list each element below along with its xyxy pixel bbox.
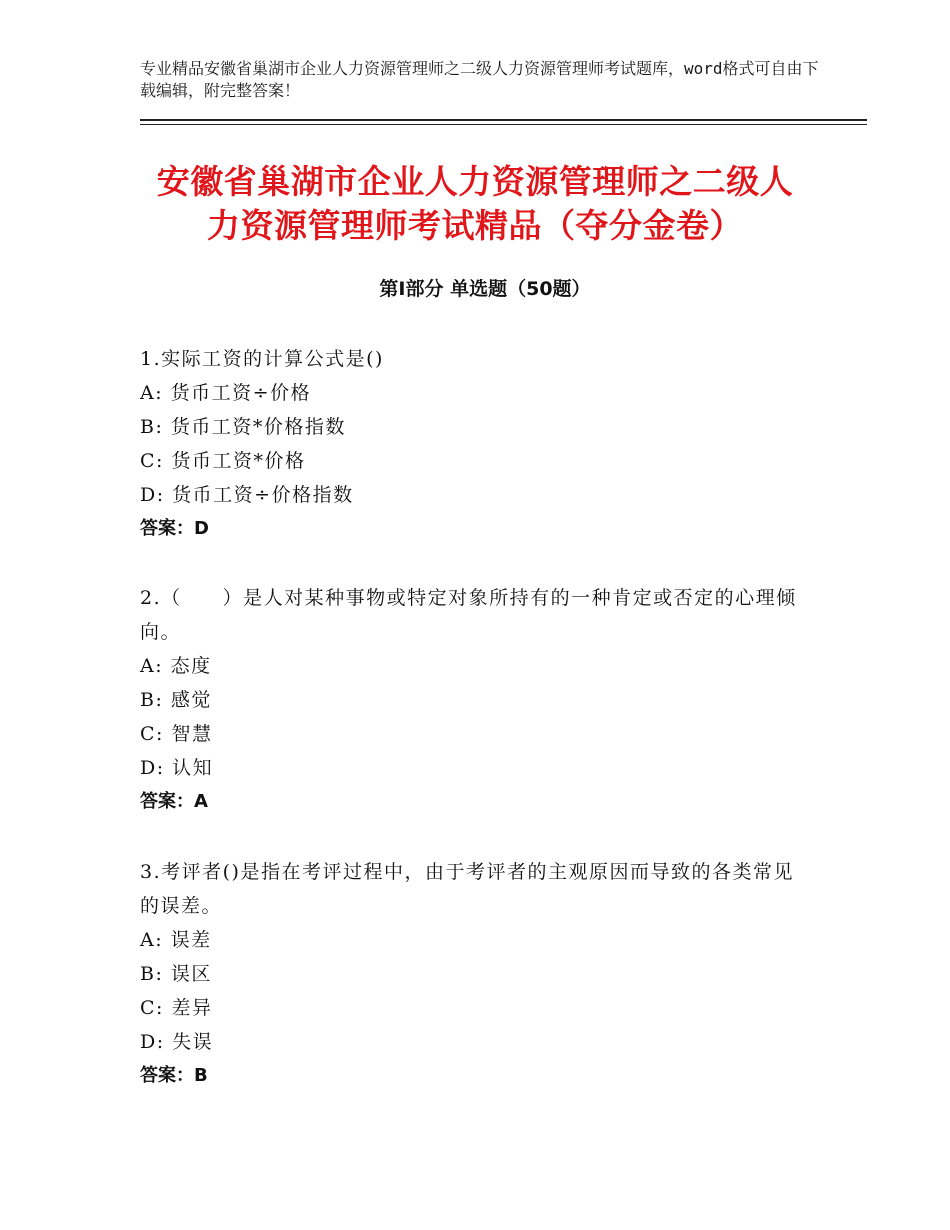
question-option-a: A: 态度 bbox=[140, 655, 212, 677]
question-option-d: D: 货币工资÷价格指数 bbox=[140, 484, 354, 506]
question-3 bbox=[140, 855, 800, 1093]
document-title-line-2: 力资源管理师考试精品（夺分金卷） bbox=[207, 206, 743, 245]
question-option-b: B: 感觉 bbox=[140, 689, 212, 711]
section-title: 第Ⅰ部分 单选题（50题） bbox=[379, 278, 591, 300]
document-title bbox=[120, 160, 830, 248]
question-answer: 答案：D bbox=[140, 518, 209, 539]
question-option-c: C: 货币工资*价格 bbox=[140, 450, 306, 472]
question-option-c: C: 差异 bbox=[140, 997, 213, 1019]
header-note: 专业精品安徽省巢湖市企业人力资源管理师之二级人力资源管理师考试题库，word格式可自由下载编辑，附完整答案！ bbox=[140, 59, 819, 100]
question-stem: 1.实际工资的计算公式是() bbox=[140, 348, 384, 370]
question-answer: 答案：A bbox=[140, 791, 208, 812]
question-option-b: B: 货币工资*价格指数 bbox=[140, 416, 346, 438]
question-stem: 2.（ ）是人对某种事物或特定对象所持有的一种肯定或否定的心理倾向。 bbox=[140, 587, 797, 643]
question-stem: 3.考评者()是指在考评过程中，由于考评者的主观原因而导致的各类常见的误差。 bbox=[140, 861, 794, 917]
question-option-d: D: 失误 bbox=[140, 1031, 214, 1053]
question-option-b: B: 误区 bbox=[140, 963, 212, 985]
question-1 bbox=[140, 342, 800, 546]
question-2 bbox=[140, 581, 800, 819]
header-rule-thin bbox=[140, 124, 867, 125]
document-title-line-1: 安徽省巢湖市企业人力资源管理师之二级人 bbox=[156, 162, 794, 201]
question-option-a: A: 误差 bbox=[140, 929, 212, 951]
question-option-c: C: 智慧 bbox=[140, 723, 213, 745]
header-rule-thick bbox=[140, 119, 867, 121]
question-option-a: A: 货币工资÷价格 bbox=[140, 382, 312, 404]
question-answer: 答案：B bbox=[140, 1065, 208, 1086]
question-option-d: D: 认知 bbox=[140, 757, 214, 779]
